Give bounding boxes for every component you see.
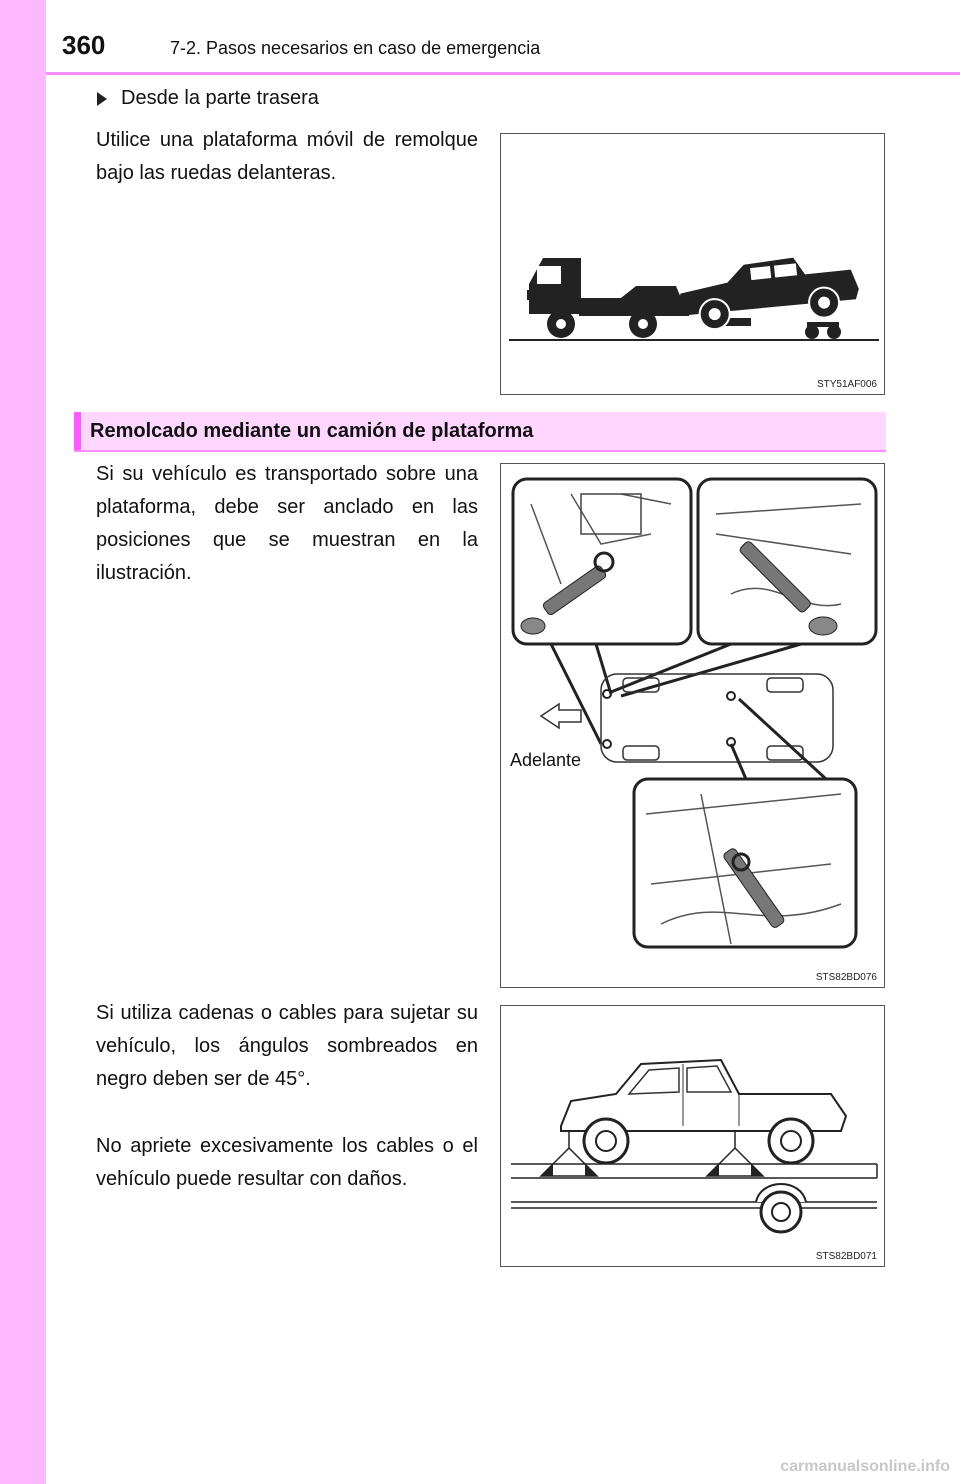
front-label: Adelante bbox=[510, 750, 582, 770]
rear-tow-paragraph: Utilice una plataforma móvil de remolque bajo las ruedas delanteras. bbox=[96, 129, 478, 184]
bullet-arrow-icon bbox=[97, 92, 107, 106]
figure-flatbed-vehicle bbox=[500, 1005, 885, 1267]
anchor-points-illustration bbox=[501, 464, 886, 989]
section-heading-text: Remolcado mediante un camión de plataforma bbox=[90, 420, 534, 442]
tow-truck-illustration bbox=[501, 134, 886, 396]
watermark: carmanualsonline.info bbox=[780, 1458, 950, 1475]
figure-code: STS82BD076 bbox=[815, 972, 877, 983]
bullet-rear bbox=[97, 87, 319, 110]
flatbed-vehicle-illustration bbox=[501, 1006, 886, 1268]
side-color-band bbox=[0, 0, 46, 1484]
flatbed-paragraph-1: Si su vehículo es transportado sobre una plataforma, debe ser anclado en las posiciones que se muestran en la ilustración. bbox=[96, 463, 478, 584]
figure-code: STY51AF006 bbox=[816, 379, 877, 390]
figure-anchor-points bbox=[500, 463, 885, 988]
page-number: 360 bbox=[62, 30, 106, 60]
flatbed-paragraph-3: No apriete excesivamente los cables o el vehículo puede resultar con daños. bbox=[96, 1135, 478, 1190]
header-rule bbox=[46, 72, 960, 75]
heading-accent-bar bbox=[74, 412, 81, 450]
figure-tow-dolly bbox=[500, 133, 885, 395]
section-title: 7-2. Pasos necesarios en caso de emergencia bbox=[170, 38, 541, 58]
figure-code: STS82BD071 bbox=[815, 1251, 877, 1262]
section-heading bbox=[74, 412, 886, 452]
bullet-rear-text: Desde la parte trasera bbox=[121, 87, 319, 109]
flatbed-paragraph-2: Si utiliza cadenas o cables para sujetar su vehículo, los ángulos sombreados en negro deben ser de 45°. bbox=[96, 1002, 478, 1090]
